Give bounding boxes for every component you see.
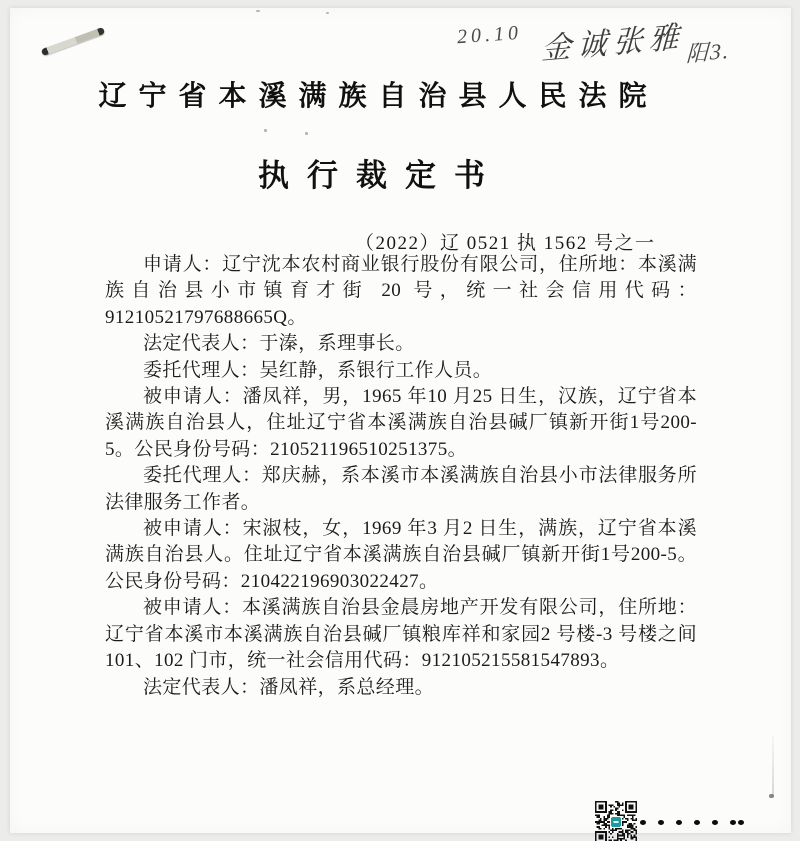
handwritten-names: 金诚张雅 (540, 20, 686, 67)
dot (712, 820, 718, 825)
scan-speck (305, 132, 308, 135)
dot (640, 820, 646, 825)
dot (738, 820, 744, 825)
case-number: （2022）辽 0521 执 1562 号之一 (355, 233, 656, 254)
dot-row (640, 820, 744, 825)
paragraph-agent-2: 委托代理人：郑庆赫，系本溪市本溪满族自治县小市法律服务所法律服务工作者。 (105, 465, 697, 513)
handwritten-suffix: 阳3. (685, 37, 731, 67)
scan-speck (264, 129, 267, 132)
paragraph-applicant: 申请人：辽宁沈本农村商业银行股份有限公司，住所地：本溪满族自治县小市镇育才街 20 号，统一社会信用代码：91210521797688665Q。 (105, 254, 697, 328)
dot (730, 820, 736, 825)
scan-speck (326, 12, 329, 14)
document-page (10, 8, 791, 833)
paragraph-agent-1: 委托代理人：吴红静，系银行工作人员。 (143, 359, 493, 381)
document-title: 执行裁定书 (258, 158, 503, 193)
handwritten-signature (541, 8, 730, 69)
scan-speck (256, 10, 260, 12)
court-name: 辽宁省本溪满族自治县人民法院 (98, 81, 659, 112)
handwritten-date: 20.10 (456, 21, 523, 49)
document-body (105, 252, 697, 701)
paragraph-respondent-1: 被申请人：潘凤祥，男，1965 年10 月25 日生，汉族，辽宁省本溪满族自治县人，住址辽宁省本溪满族自治县碱厂镇新开街1号200-5。公民身份号码：210521196510251375。 (105, 386, 697, 460)
paragraph-respondent-2: 被申请人：宋淑枝，女，1969 年3 月2 日生，满族，辽宁省本溪满族自治县人。住址辽宁省本溪满族自治县碱厂镇新开街1号200-5。公民身份号码：210422196903022427。 (105, 518, 697, 592)
scan-speck (769, 794, 774, 798)
paragraph-legal-rep-1: 法定代表人：于溱，系理事长。 (143, 333, 415, 355)
paragraph-legal-rep-2: 法定代表人：潘凤祥，系总经理。 (143, 676, 435, 698)
page-crease (772, 736, 774, 796)
paragraph-respondent-3: 被申请人：本溪满族自治县金晨房地产开发有限公司，住所地：辽宁省本溪市本溪满族自治县碱厂镇粮库祥和家园2 号楼-3 号楼之间101、102 门市，统一社会信用代码：912105215581547893。 (105, 597, 697, 672)
qr-code (595, 801, 637, 841)
dot (694, 820, 700, 825)
dot (676, 820, 682, 825)
dot (658, 820, 664, 825)
staple-mark (41, 27, 105, 56)
